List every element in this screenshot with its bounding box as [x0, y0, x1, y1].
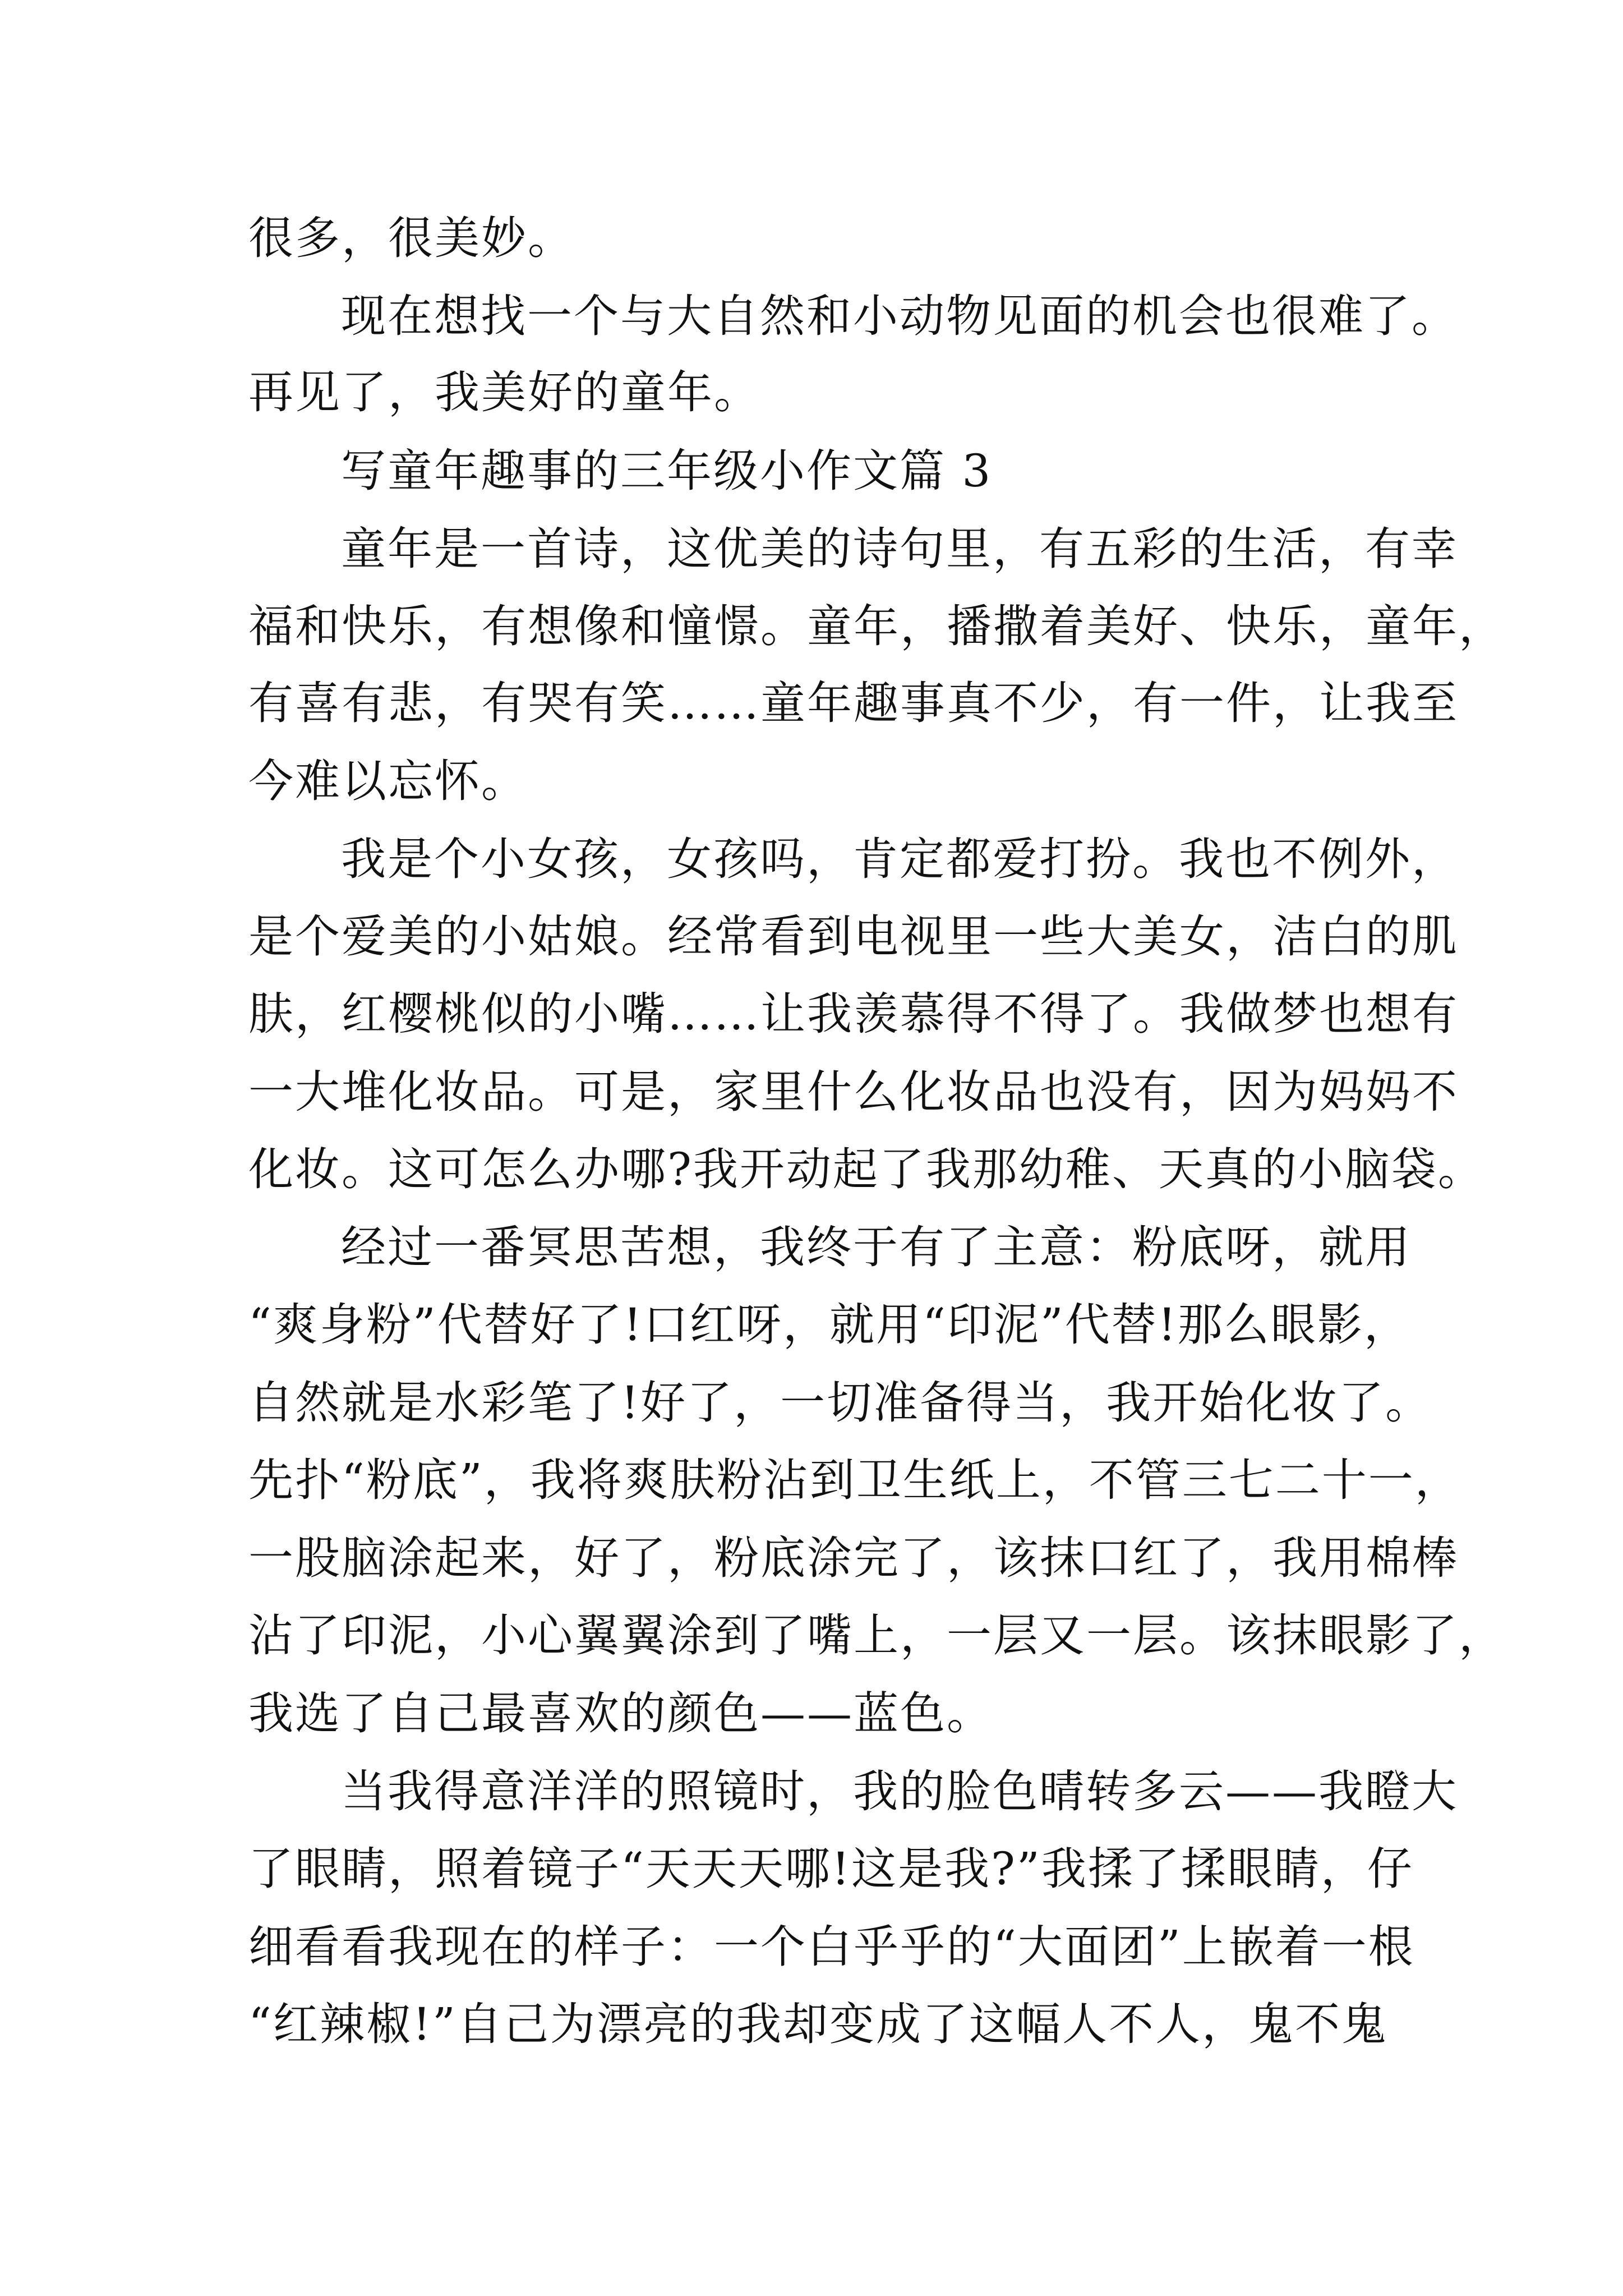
- text-line: “红辣椒!”自己为漂亮的我却变成了这幅人不人，鬼不鬼: [248, 1998, 1388, 2050]
- text-line: 福和快乐，有想像和憧憬。童年，播撒着美好、快乐，童年，: [248, 600, 1505, 652]
- text-line: 我是个小女孩，女孩吗，肯定都爱打扮。我也不例外，: [341, 833, 1458, 885]
- text-line: 很多，很美妙。: [248, 212, 574, 264]
- text-line: 一股脑涂起来，好了，粉底涂完了，该抹口红了，我用棉棒: [248, 1532, 1459, 1584]
- text-line: 沾了印泥，小心翼翼涂到了嘴上，一层又一层。该抹眼影了，: [248, 1609, 1505, 1662]
- text-line: 今难以忘怀。: [248, 755, 528, 807]
- text-line: 细看看我现在的样子：一个白乎乎的“大面团”上嵌着一根: [248, 1921, 1415, 1973]
- text-line: 一大堆化妆品。可是，家里什么化妆品也没有，因为妈妈不: [248, 1066, 1459, 1118]
- text-line: 是个爱美的小姑娘。经常看到电视里一些大美女，洁白的肌: [248, 910, 1459, 963]
- text-line: 童年是一首诗，这优美的诗句里，有五彩的生活，有幸: [341, 523, 1458, 575]
- text-line: 经过一番冥思苦想，我终于有了主意：粉底呀，就用: [341, 1221, 1412, 1273]
- text-line: 再见了，我美好的童年。: [248, 366, 760, 418]
- section-heading: 写童年趣事的三年级小作文篇 3: [341, 445, 993, 497]
- text-line: 当我得意洋洋的照镜时，我的脸色晴转多云——我瞪大: [341, 1765, 1458, 1818]
- text-line: 我选了自己最喜欢的颜色——蓝色。: [248, 1687, 993, 1740]
- text-line: 化妆。这可怎么办哪?我开动起了我那幼稚、天真的小脑袋。: [248, 1143, 1484, 1195]
- text-line: 现在想找一个与大自然和小动物见面的机会也很难了。: [341, 290, 1458, 342]
- text-line: 先扑“粉底”，我将爽肤粉沾到卫生纸上，不管三七二十一，: [248, 1454, 1461, 1506]
- text-line: 肤，红樱桃似的小嘴……让我羡慕得不得了。我做梦也想有: [248, 988, 1459, 1040]
- text-line: 有喜有悲，有哭有笑……童年趣事真不少，有一件，让我至: [248, 677, 1459, 729]
- text-line: 自然就是水彩笔了!好了，一切准备得当，我开始化妆了。: [248, 1377, 1432, 1429]
- text-line: 了眼睛，照着镜子“天天天哪!这是我?”我揉了揉眼睛，仔: [248, 1843, 1414, 1895]
- text-line: “爽身粉”代替好了!口红呀，就用“印泥”代替!那么眼影，: [248, 1299, 1410, 1351]
